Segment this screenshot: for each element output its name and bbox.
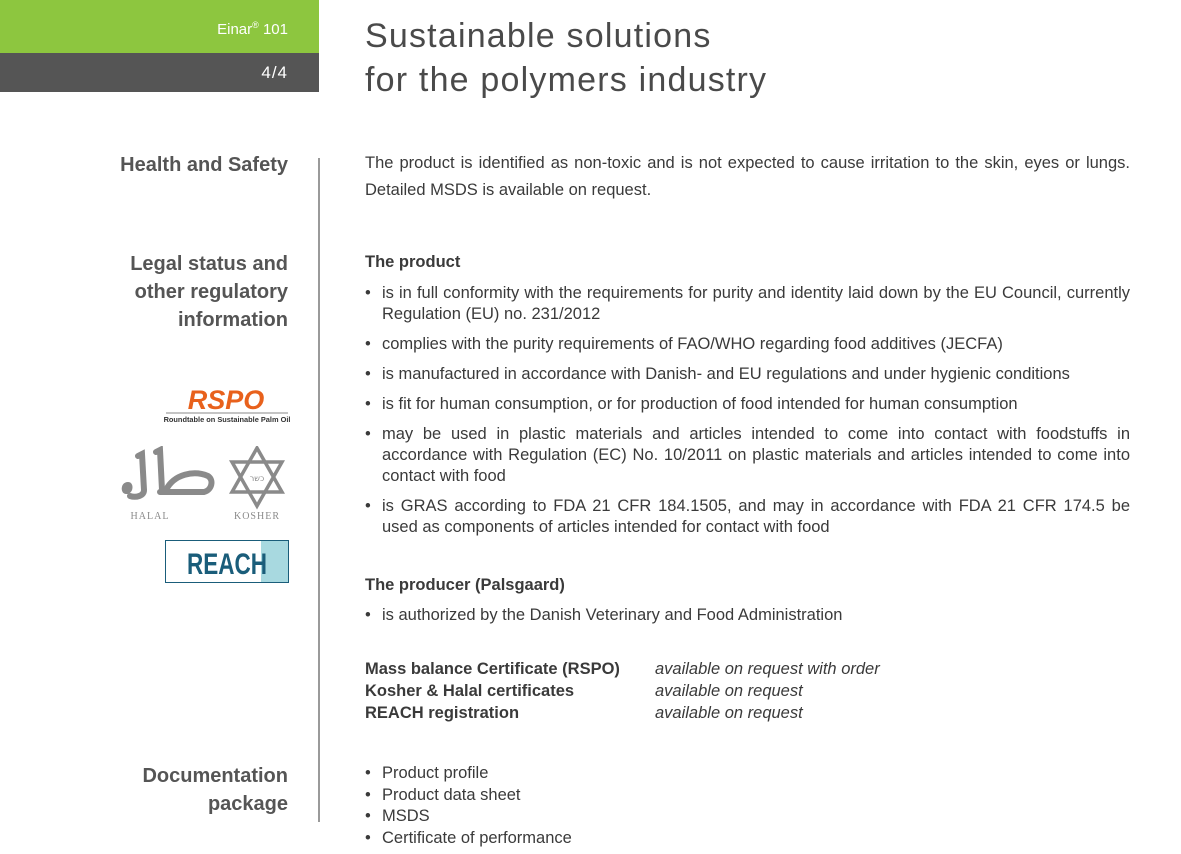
- documentation-list: [365, 763, 1130, 849]
- header-page-bar: [0, 53, 319, 92]
- list-item: • is GRAS according to FDA 21 CFR 184.1505, and may in accordance with FDA 21 CFR 174.5 be used as components of articles intended for contact with food: [365, 496, 1130, 538]
- certificate-name: REACH registration: [365, 704, 520, 722]
- list-item: • Certificate of performance: [365, 828, 1130, 850]
- list-item: • is authorized by the Danish Veterinary and Food Administration: [365, 605, 1130, 626]
- list-item: • MSDS: [365, 806, 1130, 828]
- kosher-logo-text: KOSHER: [233, 511, 281, 522]
- table-row: [365, 702, 1130, 724]
- kosher-logo: [226, 446, 288, 522]
- section-divider: [318, 158, 320, 822]
- legal-status-label: Legal status and other regulatory information: [130, 253, 288, 331]
- product-heading: The product: [365, 253, 461, 271]
- producer-heading: The producer (Palsgaard): [365, 576, 565, 594]
- reach-logo: [165, 540, 289, 583]
- reach-logo-text: REACH: [187, 548, 267, 581]
- svg-text:כשר: כשר: [249, 474, 265, 483]
- list-item: • is fit for human consumption, or for production of food intended for human consumption: [365, 394, 1130, 415]
- documentation-label: Documentation package: [142, 765, 288, 815]
- table-row: [365, 680, 1130, 702]
- rspo-logo: [164, 385, 290, 425]
- product-list: [365, 283, 1130, 547]
- halal-logo-text: HALAL: [130, 511, 170, 522]
- health-safety-text: The product is identified as non-toxic and is not expected to cause irritation to the skin, eyes or lungs. Detailed MSDS is available on request.: [365, 154, 1130, 199]
- certificate-name: Mass balance Certificate (RSPO): [365, 660, 620, 678]
- health-safety-label: Health and Safety: [120, 154, 288, 176]
- list-item: • Product profile: [365, 763, 1130, 785]
- list-item: • is manufactured in accordance with Danish- and EU regulations and under hygienic conditions: [365, 364, 1130, 385]
- certificate-status: available on request: [655, 704, 803, 722]
- page-number: 4/4: [261, 63, 288, 82]
- rspo-logo-text: RSPO: [187, 385, 265, 415]
- list-item: • Product data sheet: [365, 785, 1130, 807]
- list-item: • may be used in plastic materials and articles intended to come into contact with foodstuffs in accordance with Regulation (EC) No. 10/2011 on plastic materials and articles intended to come into contact with food: [365, 424, 1130, 487]
- table-row: [365, 658, 1130, 680]
- rspo-logo-subtext: Roundtable on Sustainable Palm Oil: [164, 415, 290, 424]
- certificate-status: available on request with order: [655, 660, 880, 678]
- list-item: • is in full conformity with the requirements for purity and identity laid down by the EU Council, currently Regulation (EU) no. 231/2012: [365, 283, 1130, 325]
- certificate-status: available on request: [655, 682, 803, 700]
- page-title: Sustainable solutions for the polymers industry: [365, 17, 768, 99]
- header-brand-bar: [0, 0, 319, 53]
- halal-logo: [116, 446, 218, 522]
- list-item: • complies with the purity requirements of FAO/WHO regarding food additives (JECFA): [365, 334, 1130, 355]
- certificates-table: [365, 658, 1130, 724]
- producer-list: [365, 605, 1130, 635]
- certificate-name: Kosher & Halal certificates: [365, 682, 575, 700]
- product-name: Einar® 101: [217, 20, 288, 38]
